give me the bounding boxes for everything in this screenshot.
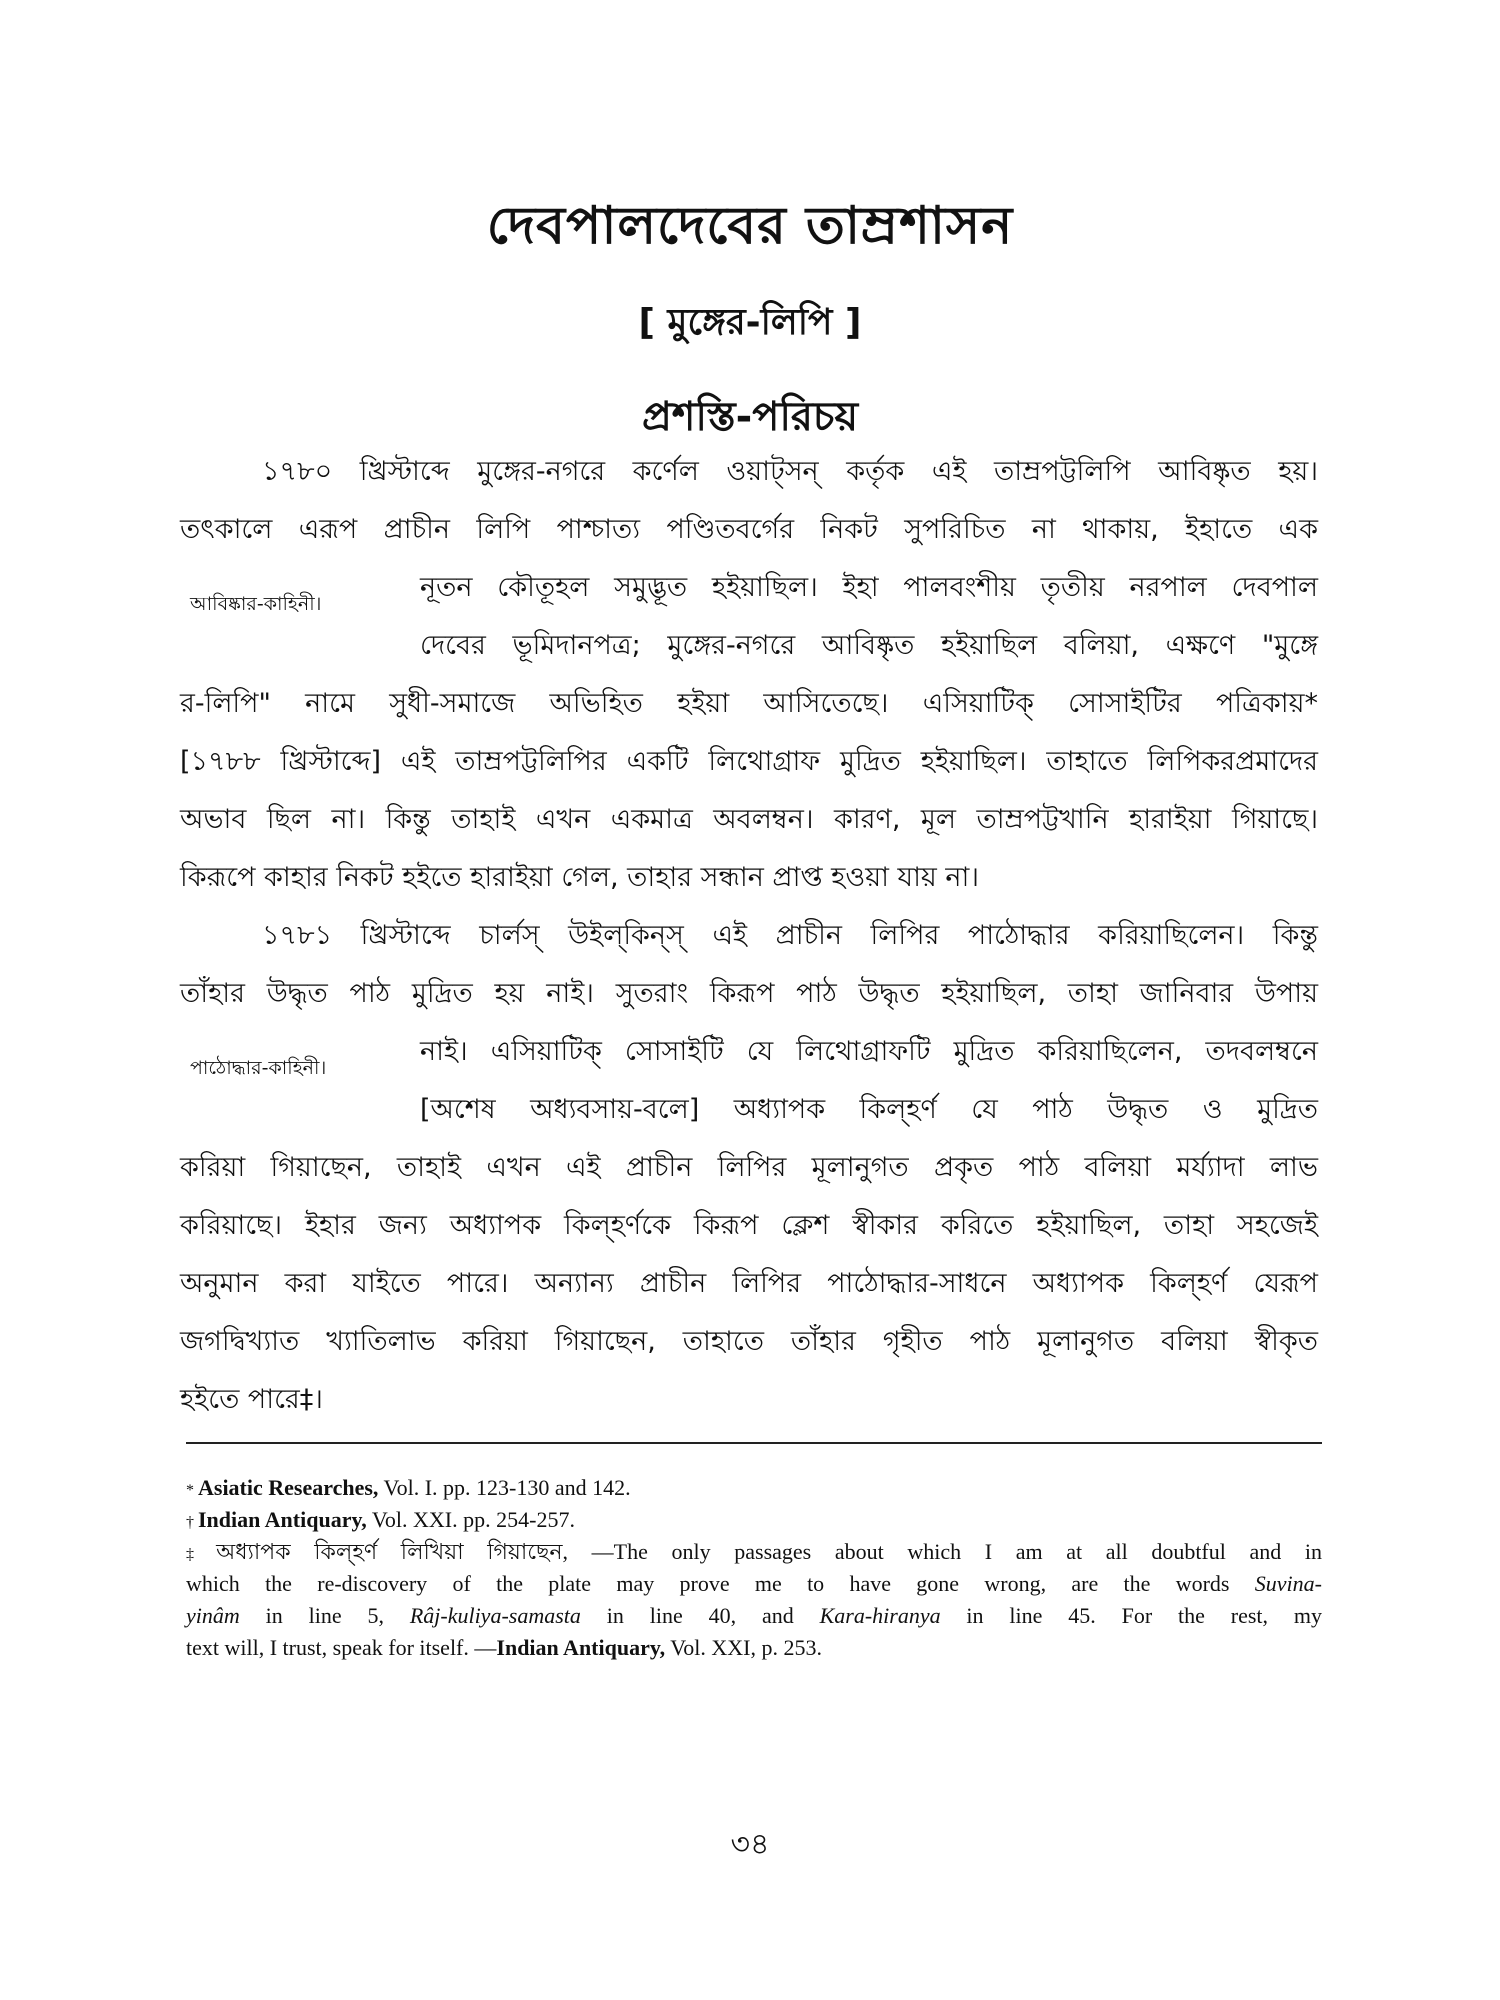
- page-title: দেবপালদেবের তাম্রশাসন: [486, 196, 1014, 256]
- footnote-3-text-3e: Kara-hiranya: [819, 1603, 941, 1628]
- footnote-3-text-4a: text will, I trust, speak for itself. —: [186, 1635, 497, 1660]
- body-line-11: নাই। এসিয়াটিক্ সোসাইটি যে লিথোগ্রাফটি মুদ্রিত করিয়াছিলেন, তদবলম্বনে: [420, 1036, 1318, 1067]
- body-line-13: করিয়া গিয়াছেন, তাহাই এখন এই প্রাচীন লিপির মূলানুগত প্রকৃত পাঠ বলিয়া মর্য্যাদা লাভ: [180, 1152, 1318, 1183]
- body-line-4: দেবের ভূমিদানপত্র; মুঙ্গের-নগরে আবিষ্কৃত হইয়াছিল বলিয়া, এক্ষণে "মুঙ্গে: [420, 630, 1318, 661]
- footnote-2: [186, 1504, 1322, 1539]
- body-line-8: কিরূপে কাহার নিকট হইতে হারাইয়া গেল, তাহার সন্ধান প্রাপ্ত হওয়া যায় না।: [180, 862, 980, 893]
- body-line-17: হইতে পারে‡।: [180, 1384, 323, 1415]
- body-line-15: অনুমান করা যাইতে পারে। অন্যান্য প্রাচীন লিপির পাঠোদ্ধার-সাধনে অধ্যাপক কিল্‌হর্ণ যেরূপ: [180, 1268, 1319, 1299]
- footnote-3-text-4c: Vol. XXI, p. 253.: [665, 1635, 823, 1660]
- footnote-3-line-3: [186, 1600, 1322, 1632]
- footnote-3-line-2: [186, 1568, 1322, 1600]
- margin-note-discovery: আবিষ্কার-কাহিনী।: [190, 593, 322, 615]
- footnote-mark-dagger: †: [186, 1514, 194, 1531]
- footnote-2-source: Indian Antiquary,: [198, 1507, 367, 1532]
- footnote-3-text-1: অধ্যাপক কিল্‌হর্ণ লিখিয়া গিয়াছেন, —The only passages about which I am at all doubtful and in: [216, 1539, 1323, 1564]
- footnote-3-text-3a: yinâm: [186, 1603, 240, 1628]
- footnote-1-source: Asiatic Researches,: [198, 1475, 379, 1500]
- footnote-3-text-3b: in line 5,: [239, 1603, 410, 1628]
- footnote-3-line-1: [186, 1536, 1322, 1571]
- margin-note-reading: পাঠোদ্ধার-কাহিনী।: [190, 1057, 327, 1079]
- footnote-3-line-4: [186, 1632, 1322, 1664]
- footnote-3-text-3c: Râj-kuliya-samasta: [409, 1603, 581, 1628]
- footnote-1: [186, 1472, 1322, 1507]
- footnote-3-text-3f: in line 45. For the rest, my: [940, 1603, 1323, 1628]
- footnote-3-source: Indian Antiquary,: [496, 1635, 666, 1660]
- body-line-14: করিয়াছে। ইহার জন্য অধ্যাপক কিল্‌হর্ণকে কিরূপ ক্লেশ স্বীকার করিতে হইয়াছিল, তাহা সহজেই: [180, 1210, 1318, 1241]
- footnote-mark-asterisk: *: [186, 1482, 194, 1499]
- body-line-10: তাঁহার উদ্ধৃত পাঠ মুদ্রিত হয় নাই। সুতরাং কিরূপ পাঠ উদ্ধৃত হইয়াছিল, তাহা জানিবার উপায়: [180, 978, 1318, 1009]
- footnote-3-text-2a: which the re-discovery of the plate may prove me to have gone wrong, are the words: [186, 1571, 1255, 1596]
- body-line-9: ১৭৮১ খ্রিস্টাব্দে চার্লস্ উইল্‌কিন্স্ এই প্রাচীন লিপির পাঠোদ্ধার করিয়াছিলেন। কিন্তু: [262, 920, 1318, 951]
- footnote-mark-double-dagger: ‡: [186, 1546, 213, 1563]
- body-line-16: জগদ্বিখ্যাত খ্যাতিলাভ করিয়া গিয়াছেন, তাহাতে তাঁহার গৃহীত পাঠ মূলানুগত বলিয়া স্বীকৃত: [180, 1326, 1318, 1357]
- footnote-2-detail: Vol. XXI. pp. 254-257.: [366, 1507, 575, 1532]
- body-line-12: [অশেষ অধ্যবসায়-বলে] অধ্যাপক কিল্‌হর্ণ যে পাঠ উদ্ধৃত ও মুদ্রিত: [420, 1094, 1318, 1125]
- body-line-3: নূতন কৌতূহল সমুদ্ভূত হইয়াছিল। ইহা পালবংশীয় তৃতীয় নরপাল দেবপাল: [420, 572, 1318, 603]
- footnote-3-text-3d: in line 40, and: [580, 1603, 820, 1628]
- body-line-7: অভাব ছিল না। কিন্তু তাহাই এখন একমাত্র অবলম্বন। কারণ, মূল তাম্রপট্টখানি হারাইয়া গিয়াছে।: [180, 804, 1318, 835]
- body-line-2: তৎকালে এরূপ প্রাচীন লিপি পাশ্চাত্য পণ্ডিতবর্গের নিকট সুপরিচিত না থাকায়, ইহাতে এক: [180, 514, 1318, 545]
- body-line-1: ১৭৮০ খ্রিস্টাব্দে মুঙ্গের-নগরে কর্ণেল ওয়াট্‌সন্ কর্তৃক এই তাম্রপট্টলিপি আবিষ্কৃত হয়।: [262, 456, 1318, 487]
- page-number: ৩৪: [730, 1827, 770, 1862]
- body-line-5: র-লিপি" নামে সুধী-সমাজে অভিহিত হইয়া আসিতেছে। এসিয়াটিক্ সোসাইটির পত্রিকায়*: [180, 688, 1318, 719]
- section-heading: প্রশস্তি-পরিচয়: [641, 394, 859, 440]
- footnote-1-detail: Vol. I. pp. 123-130 and 142.: [378, 1475, 631, 1500]
- page-subtitle: [ মুঙ্গের-লিপি ]: [638, 302, 862, 343]
- body-line-6: [১৭৮৮ খ্রিস্টাব্দে] এই তাম্রপট্টলিপির একটি লিথোগ্রাফ মুদ্রিত হইয়াছিল। তাহাতে লিপিকরপ্রমাদের: [180, 746, 1318, 777]
- footnote-3-text-2b: Suvina-: [1254, 1571, 1322, 1596]
- footnote-divider: [186, 1442, 1322, 1444]
